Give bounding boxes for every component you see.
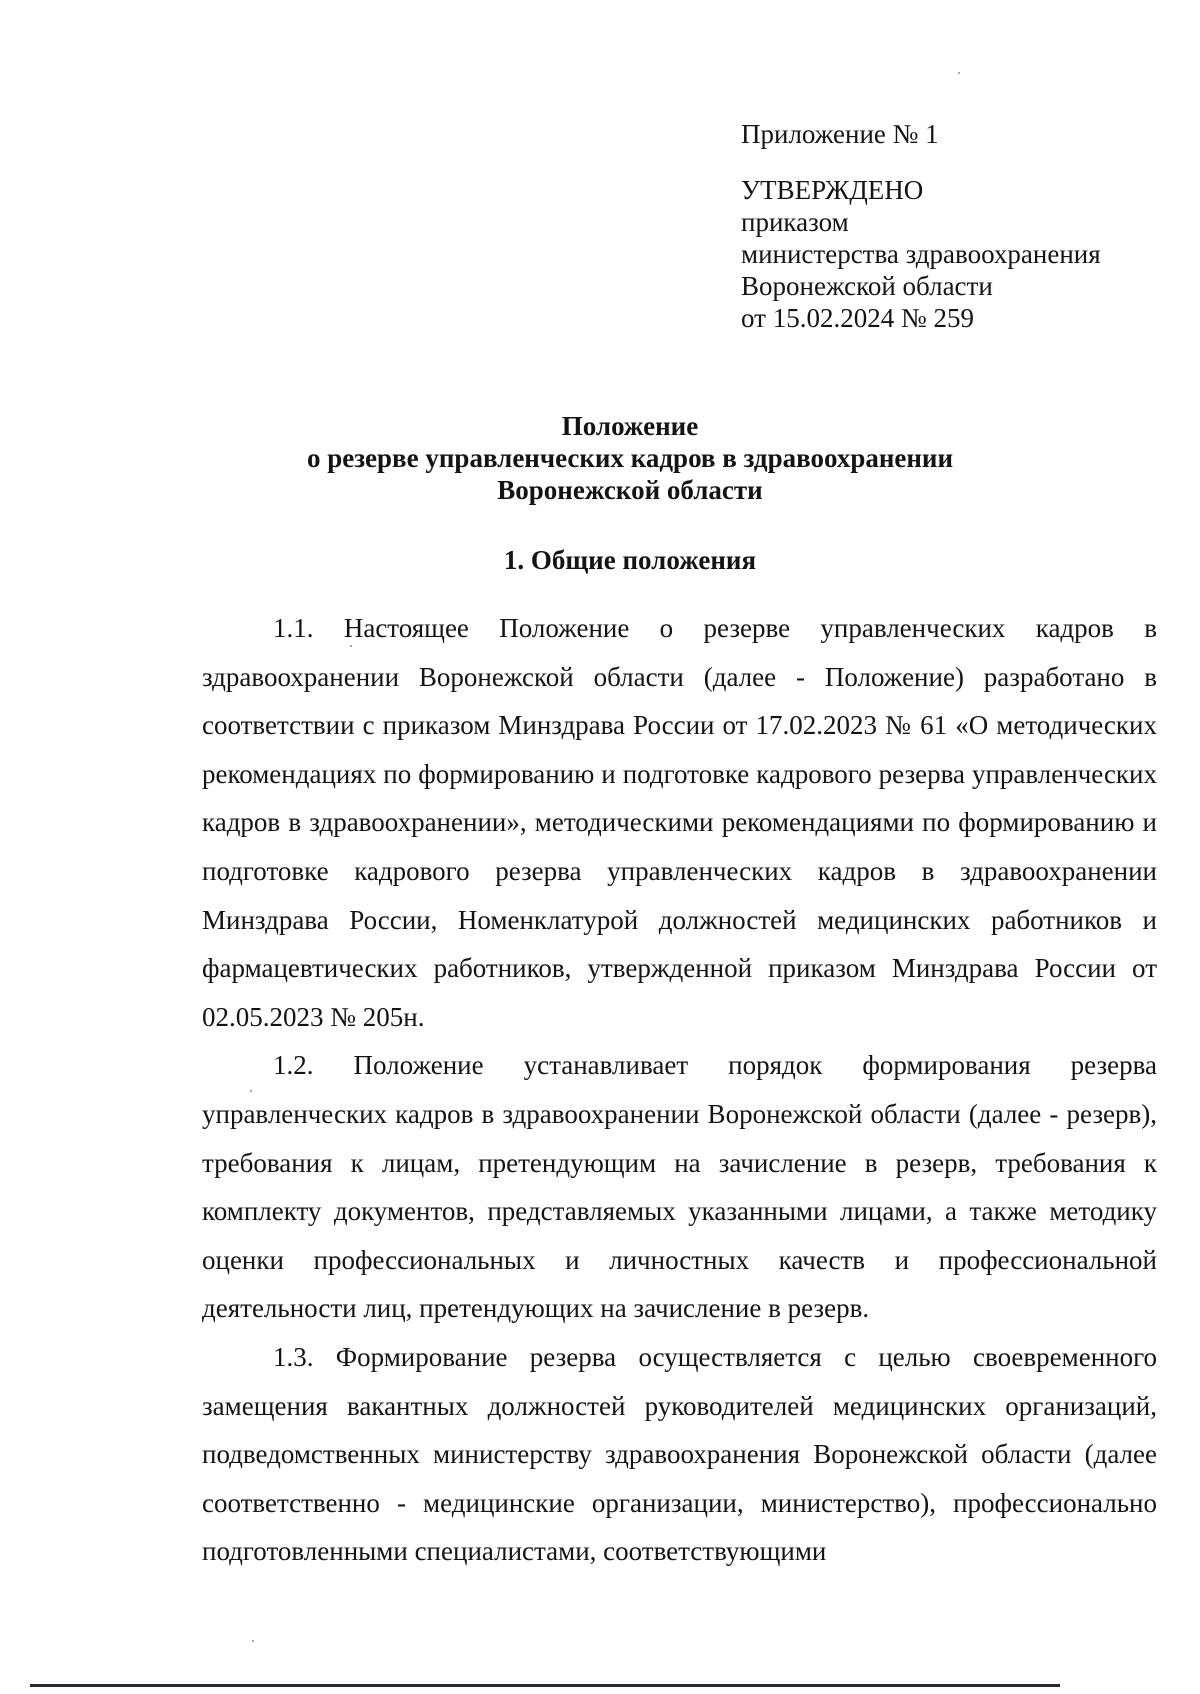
approved-region: Воронежской области (741, 271, 993, 301)
paragraph-1-2: 1.2. Положение устанавливает порядок формирования резерва управленческих кадров в здравоохранении Воронежской области (далее - резерв), требования к лицам, претендующим на зачисление в резерв, требования к комплекту документов, представляемых указанными лицами, а также методику оценки профессиональных и личностных качеств и профессиональной деятельности лиц, претендующих на зачисление в резерв. (202, 1050, 1157, 1324)
approved-label: УТВЕРЖДЕНО (741, 175, 924, 205)
approved-date-number: от 15.02.2024 № 259 (741, 303, 974, 333)
section-body (202, 604, 1157, 1576)
approved-by-order: приказом (741, 207, 849, 237)
scan-speck (252, 1640, 254, 1642)
title-line-2: о резерве управленческих кадров в здравоохранении (306, 443, 954, 473)
paragraph-1-1: 1.1. Настоящее Положение о резерве управленческих кадров в здравоохранении Воронежской области (далее - Положение) разработано в соответствии с приказом Минздрава России от 17.02.2023 № 61 «О методических рекомендациях по формированию и подготовке кадрового резерва управленческих кадров в здравоохранении», методическими рекомендациями по формированию и подготовке кадрового резерва управленческих кадров в здравоохранении Минздрава России, Номенклатурой должностей медицинских работников и фармацевтических работников, утвержденной приказом Минздрава России от 02.05.2023 № 205н. (202, 613, 1157, 1032)
approved-ministry: министерства здравоохранения (741, 239, 1101, 269)
scan-edge-line (30, 1684, 1060, 1687)
approval-block (741, 118, 1161, 334)
paragraph-1-3: 1.3. Формирование резерва осуществляется с целью своевременного замещения вакантных должностей руководителей медицинских организаций, подведомственных министерству здравоохранения Воронежской области (далее соответственно - медицинские организации, министерство), профессионально подготовленными специалистами, соответствующими (202, 1341, 1157, 1567)
scan-speck (350, 645, 352, 647)
scan-speck (250, 1090, 252, 1092)
title-line-3: Воронежской области (497, 475, 763, 505)
document-title (205, 410, 1055, 506)
section-heading: 1. Общие положения (503, 545, 757, 575)
appendix-label: Приложение № 1 (741, 119, 939, 149)
scan-speck (958, 72, 960, 74)
title-line-1: Положение (561, 411, 699, 441)
